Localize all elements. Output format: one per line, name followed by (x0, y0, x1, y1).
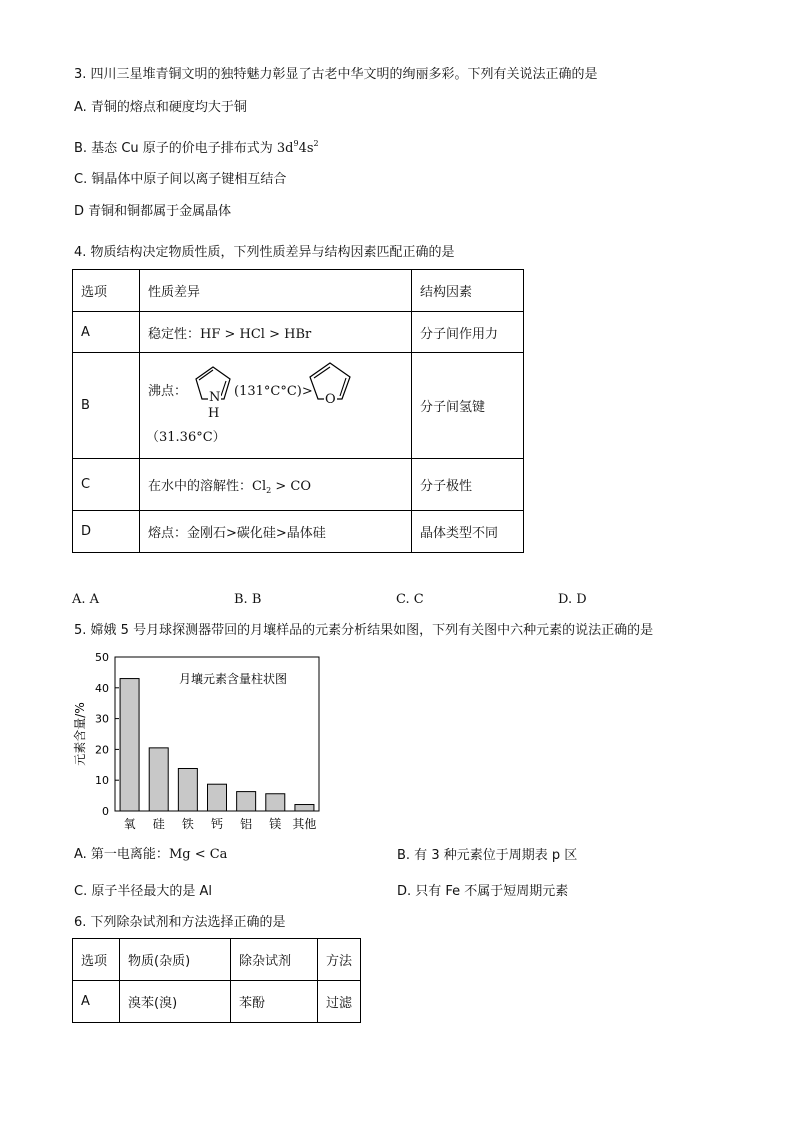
table-header-cell: 物质(杂质) (120, 939, 231, 981)
table-cell: 分子间氢键 (412, 353, 524, 459)
y-tick-label: 20 (95, 743, 109, 757)
formula-4s: 4s (298, 141, 314, 156)
boiling-point-furan: （31.36°C） (146, 430, 226, 445)
table-header-cell: 选项 (73, 939, 120, 981)
x-tick-label: 铁 (181, 817, 194, 831)
q4-choice-a: A. A (72, 592, 100, 607)
formula-sup-2: 2 (313, 139, 319, 148)
table-header-cell: 结构因素 (412, 270, 524, 312)
boiling-point-compare: (131°C°C)> (234, 384, 313, 399)
chart-title: 月壤元素含量柱状图 (178, 672, 288, 686)
bar-5 (266, 794, 285, 811)
bar-3 (208, 784, 227, 811)
table-row (73, 511, 524, 553)
table-cell: B (73, 353, 140, 459)
table-cell: D (73, 511, 140, 553)
table-cell: 苯酚 (231, 981, 318, 1023)
pyrrole-atom-h: H (208, 406, 220, 421)
y-tick-label: 0 (102, 805, 109, 818)
table-header-cell: 除杂试剂 (231, 939, 318, 981)
bar-0 (120, 679, 139, 811)
bar-4 (237, 792, 256, 811)
table-cell: C (73, 459, 140, 511)
pyrrole-atom-n: N (209, 390, 221, 405)
table-cell: A (73, 981, 120, 1023)
table-cell: 分子极性 (412, 459, 524, 511)
table-cell: A (73, 312, 140, 353)
table-cell: 晶体类型不同 (412, 511, 524, 553)
x-tick-label: 钙 (210, 817, 224, 831)
table-cell: 熔点：金刚石>碳化硅>晶体硅 (140, 511, 412, 553)
table-cell: 分子间作用力 (412, 312, 524, 353)
table-cell-structures (140, 353, 412, 459)
q3-option-a: A. 青铜的熔点和硬度均大于铜 (74, 100, 247, 115)
y-tick-label: 40 (95, 681, 109, 695)
y-axis-label: 元素含量/% (73, 702, 87, 766)
q5-stem: 5. 嫦娥 5 号月球探测器带回的月壤样品的元素分析结果如图，下列有关图中六种元素的说法正确的是 (74, 623, 654, 638)
table-row (73, 353, 524, 459)
q4-choice-c: C. C (396, 592, 424, 607)
y-tick-label: 10 (95, 774, 109, 788)
element-content-bar-chart (70, 648, 330, 838)
q5-option-a (74, 846, 227, 864)
q5-option-a-text: A. 第一电离能： (74, 847, 169, 862)
q3-option-c: C. 铜晶体中原子间以离子键相互结合 (74, 172, 287, 187)
q4-choice-d: D. D (558, 592, 587, 607)
q4-stem: 4. 物质结构决定物质性质，下列性质差异与结构因素匹配正确的是 (74, 245, 455, 260)
formula-sup-9: 9 (293, 139, 299, 148)
table-row (73, 459, 524, 511)
bar-6 (295, 805, 314, 811)
table-header-cell: 性质差异 (140, 270, 412, 312)
q3-option-b (74, 135, 319, 158)
solubility-label: 在水中的溶解性： (148, 478, 253, 494)
q3-option-d: D 青铜和铜都属于金属晶体 (74, 204, 232, 219)
formula-cl: Cl (252, 478, 267, 494)
furan-atom-o: O (325, 392, 336, 407)
x-tick-label: 氧 (123, 817, 136, 831)
table-cell: 溴苯(溴) (120, 981, 231, 1023)
q5-option-c: C. 原子半径最大的是 Al (74, 884, 212, 899)
q6-table (72, 938, 361, 1023)
q5-option-a-formula: Mg < Ca (168, 847, 228, 862)
formula-sub-2: 2 (266, 485, 272, 495)
table-header-row (73, 939, 361, 981)
table-cell: 过滤 (318, 981, 361, 1023)
bar-1 (149, 748, 168, 811)
x-tick-label: 其他 (292, 817, 317, 831)
q5-option-b: B. 有 3 种元素位于周期表 p 区 (397, 848, 578, 863)
q3-stem: 3. 四川三星堆青铜文明的独特魅力彰显了古老中华文明的绚丽多彩。下列有关说法正确的是 (74, 67, 598, 82)
table-header-cell: 方法 (318, 939, 361, 981)
formula-3d: 3d (276, 141, 294, 156)
q4-choice-b: B. B (234, 592, 262, 607)
solubility-formula (252, 479, 311, 494)
x-tick-label: 铝 (240, 817, 253, 831)
table-cell: 稳定性：HF > HCl > HBr (140, 312, 412, 353)
table-header-row (73, 270, 524, 312)
q6-stem: 6. 下列除杂试剂和方法选择正确的是 (74, 915, 286, 930)
q4-table (72, 269, 524, 553)
table-row (73, 981, 361, 1023)
x-tick-label: 硅 (152, 817, 165, 831)
formula-co: > CO (271, 478, 311, 494)
q5-option-d: D. 只有 Fe 不属于短周期元素 (397, 884, 569, 899)
y-tick-label: 50 (95, 651, 109, 664)
q3-option-b-formula (277, 141, 319, 156)
y-tick-label: 30 (95, 712, 109, 726)
x-tick-label: 镁 (269, 817, 282, 831)
boiling-point-label: 沸点： (148, 384, 188, 399)
table-row (73, 312, 524, 353)
table-header-cell: 选项 (73, 270, 140, 312)
bar-2 (178, 768, 197, 811)
q3-option-b-text: B. 基态 Cu 原子的价电子排布式为 (74, 141, 273, 156)
table-cell (140, 459, 412, 511)
